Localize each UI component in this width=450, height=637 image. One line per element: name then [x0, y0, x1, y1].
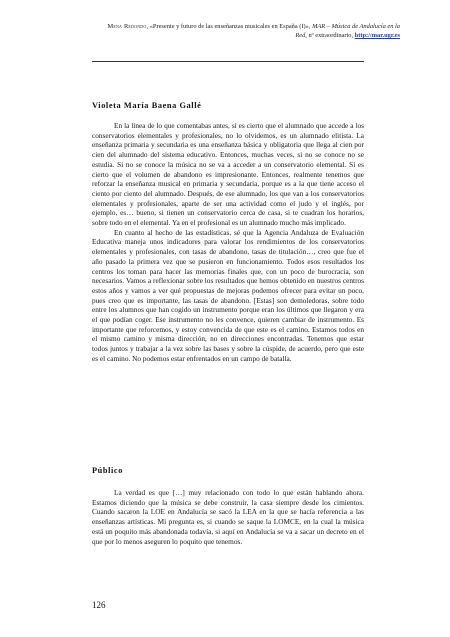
paragraph: En cuanto al hecho de las estadísticas, sé que la Agencia Andaluza de Evaluación Educativa maneja unos indicadores para valorar los rendimientos de los conservatorios elementales y profesionales, con tasas de abandono, tasas de titulación…, creo que fue el año pasado la primera vez que se pusieron en funcionamiento. Todos esos resultados los centros los toman para hacer las memorias finales que, con un poco de burocracia, son necesarios. Vamos a reflexionar sobre los resultados que hemos obtenido en nuestros centros estos años y vamos a ver qué propuestas de mejoras podemos ofrecer para evitar un poco, pues creo que es importante, las tasas de abandono. [Estas] son demoledoras, sobre todo entre los alumnos que han cogido un instrumento porque eran los últimos que llegaron y era el que podían coger. Ese instrumento no les convence, quieren cambiar de instrumento. Es importante que reforcemos, y estoy convencida de que este es el camino. Estamos todos en el mismo camino y misma dirección, no en direcciones encontradas. Tenemos que estar todos juntos y trabajar a la vez sobre las bases y sobre la cúspide, de acuerdo, pero que este es el camino. No podemos estar enfrentados en un campo de batalla.	[92, 227, 364, 363]
paragraph: En la línea de lo que comentabas antes, sí es cierto que el alumnado que accede a los conservatorios elementales y profesionales, no lo olvidemos, es un alumnado elitista. La enseñanza primaria y secundaria es una enseñanza básica y obligatoria que llega al cien por cien del alumnado del sistema educativo. Entonces, muchas veces, si no se conoce no se estudia. Si no se conoce la música no se va a acceder a un conservatorio elemental. Sí es cierto que el volumen de abandono es impresionante. Entonces, realmente tenemos que reforzar la enseñanza musical en primaria y secundaria, porque es a la que tiene acceso el ciento por ciento del alumnado. Después, de ese alumnado, los que van a los conservatorios elementales y profesionales, aparte de ser una actividad como el judo y el inglés, por ejemplo, es… bueno, si tienen un conservatorio cerca de casa, si te cuadran los horarios, sobre todo en el elemental. Ya en el profesional es un alumnado mucho más implicado.	[92, 121, 364, 228]
running-header	[104, 22, 400, 41]
header-issue: , nº extraordinario,	[305, 32, 355, 40]
header-author: Mena Redondo	[107, 23, 147, 30]
speaker-text	[92, 488, 364, 546]
speaker-name: Público	[92, 466, 123, 475]
page-number: 126	[92, 600, 106, 610]
header-rule	[92, 61, 364, 62]
header-title: , «Presente y futuro de las enseñanzas musicales en España (I)»,	[146, 23, 313, 30]
header-url-link[interactable]: http://mar.ugr.es	[354, 32, 400, 40]
paragraph: La verdad es que […] muy relacionado con todo lo que están hablando ahora. Estamos diciendo que la música se debe construir, la casa siempre desde los cimientos. Cuando sacaron la LOE en Andalucía se sacó la LEA en la que se hacía referencia a las enseñanzas artísticas. Mi pregunta es, si cuando se saque la LOMCE, en la cual la música está un poquito más abandonada todavía, si aquí en Andalucía se va a sacar un decreto en el que por lo menos aseguren lo poquito que tenemos.	[92, 488, 364, 546]
speaker-text	[92, 121, 364, 364]
header-journal: MAR – Música de Andalucía en la Red	[295, 23, 400, 40]
speaker-name: Violeta María Baena Gallé	[92, 101, 202, 110]
